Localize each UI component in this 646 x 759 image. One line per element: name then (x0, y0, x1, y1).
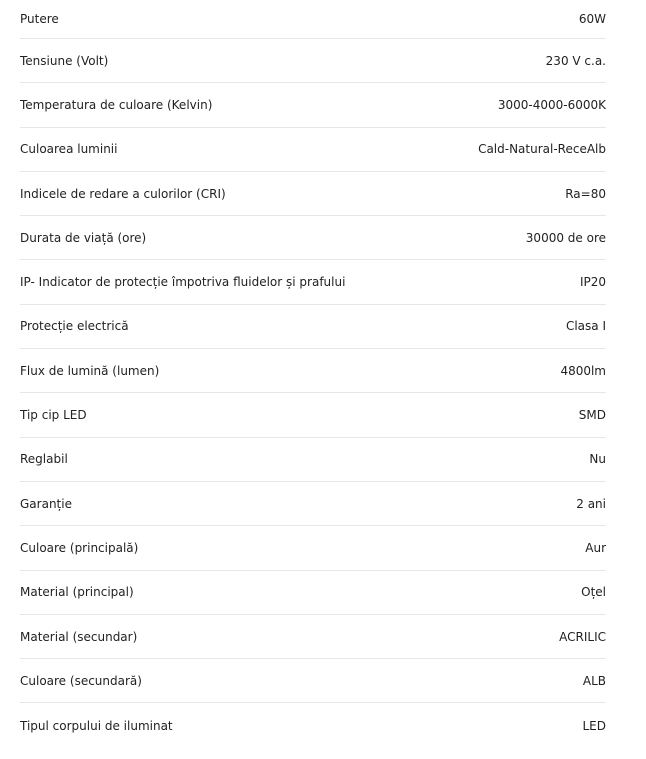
spec-row-putere (20, 0, 606, 39)
spec-value: 230 V c.a. (545, 53, 606, 68)
spec-row-material-principal (20, 571, 606, 615)
spec-label: Culoarea luminii (20, 142, 118, 157)
spec-value: 3000-4000-6000K (497, 97, 606, 112)
spec-label: IP- Indicator de protecție împotriva fluidelor și prafului (20, 275, 346, 290)
spec-row-protectie-electrica (20, 305, 606, 349)
spec-label: Temperatura de culoare (Kelvin) (20, 97, 213, 112)
spec-value: IP20 (579, 275, 606, 290)
spec-value: 60W (578, 12, 606, 26)
spec-label: Reglabil (20, 452, 68, 467)
spec-row-garantie (20, 482, 606, 526)
spec-value: ACRILIC (559, 629, 606, 644)
spec-row-reglabil (20, 438, 606, 482)
spec-row-flux-lumina (20, 349, 606, 393)
spec-row-tip-cip-led (20, 393, 606, 437)
spec-row-cri (20, 172, 606, 216)
spec-row-tipul-corpului (20, 703, 606, 747)
spec-label: Material (principal) (20, 585, 134, 600)
spec-row-culoare-secundara (20, 659, 606, 703)
spec-value: 4800lm (560, 363, 606, 378)
spec-value: Aur (585, 540, 606, 555)
spec-value: 30000 de ore (525, 230, 606, 245)
spec-label: Culoare (secundară) (20, 673, 142, 688)
spec-row-ip (20, 260, 606, 304)
spec-value: Cald-Natural-ReceAlb (478, 142, 606, 157)
spec-label: Garanție (20, 496, 72, 511)
spec-row-culoarea-luminii (20, 128, 606, 172)
spec-row-durata-viata (20, 216, 606, 260)
spec-label: Culoare (principală) (20, 540, 139, 555)
spec-label: Material (secundar) (20, 629, 138, 644)
spec-value: Nu (589, 452, 606, 467)
spec-row-culoare-principala (20, 526, 606, 570)
spec-label: Durata de viață (ore) (20, 230, 147, 245)
spec-label: Tip cip LED (20, 408, 87, 423)
spec-row-temperatura-culoare (20, 83, 606, 127)
spec-label: Flux de lumină (lumen) (20, 363, 160, 378)
spec-label: Protecție electrică (20, 319, 129, 334)
spec-value: 2 ani (576, 496, 606, 511)
spec-row-material-secundar (20, 615, 606, 659)
spec-value: SMD (578, 408, 606, 423)
spec-label: Indicele de redare a culorilor (CRI) (20, 186, 226, 201)
spec-label: Tipul corpului de iluminat (20, 718, 173, 733)
spec-value: LED (582, 718, 606, 733)
spec-label: Tensiune (Volt) (20, 53, 109, 68)
spec-value: Clasa I (565, 319, 606, 334)
spec-value: Ra=80 (565, 186, 606, 201)
spec-row-tensiune (20, 39, 606, 83)
spec-label: Putere (20, 12, 59, 26)
product-specs-table (20, 0, 606, 748)
spec-value: Oțel (581, 585, 606, 600)
spec-value: ALB (582, 673, 606, 688)
